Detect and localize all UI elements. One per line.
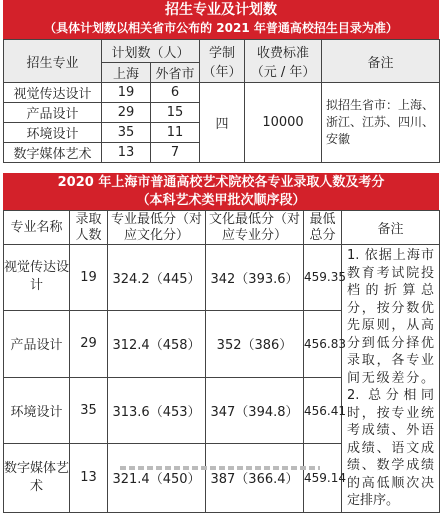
row-total: 459.14 <box>304 444 342 512</box>
header-pro-min: 专业最低分（对应文化分） <box>108 211 206 245</box>
header-major: 专业名称 <box>4 211 70 245</box>
row-count: 35 <box>70 377 108 444</box>
row-total: 456.83 <box>304 310 342 377</box>
row-shanghai: 13 <box>102 143 151 163</box>
row-other: 7 <box>151 143 200 163</box>
row-major: 环境设计 <box>4 377 70 444</box>
header-remark: 备注 <box>322 40 440 83</box>
header-duration: 学制（年） <box>200 40 245 83</box>
table-header-row <box>4 40 440 63</box>
enrollment-plan-header <box>3 0 439 39</box>
row-total: 456.41 <box>304 377 342 444</box>
header-fee: 收费标准（元 / 年） <box>245 40 322 83</box>
table-row <box>4 83 440 103</box>
row-cul: 342（393.6） <box>206 245 304 311</box>
header-remark: 备注 <box>342 211 440 245</box>
row-major: 环境设计 <box>4 123 102 143</box>
row-major: 产品设计 <box>4 103 102 123</box>
admission-remark: 1. 依据上海市教育考试院投档的折算总分，按分数优先原则，从高分到低分择优录取，各专业间无级差分。2. 总分相同时，按专业统考成绩、外语成绩、语文成绩、数学成绩的高低顺次决定排序。 <box>342 245 440 513</box>
header-major: 招生专业 <box>4 40 102 83</box>
enrollment-remark: 拟招生省市：上海、浙江、江苏、四川、安徽 <box>322 83 440 163</box>
row-other: 15 <box>151 103 200 123</box>
header-plan: 计划数（人） <box>102 40 200 63</box>
row-cul: 352（386） <box>206 310 304 377</box>
admission-scores-section <box>3 173 439 513</box>
table-header-row <box>4 211 440 245</box>
row-pro: 313.6（453） <box>108 377 206 444</box>
enrollment-plan-subtitle: （具体计划数以相关省市公布的 2021 年普通高校招生目录为准） <box>44 21 398 35</box>
admission-scores-header <box>3 173 439 210</box>
row-other: 11 <box>151 123 200 143</box>
row-pro: 321.4（450） <box>108 444 206 512</box>
row-count: 13 <box>70 444 108 512</box>
table-row <box>4 245 440 311</box>
row-major: 数字媒体艺术 <box>4 143 102 163</box>
row-total: 459.35 <box>304 245 342 311</box>
row-pro: 312.4（458） <box>108 310 206 377</box>
enrollment-plan-table <box>3 39 440 163</box>
admission-scores-title: 2020 年上海市普通高校艺术院校各专业录取人数及考分 <box>57 175 385 190</box>
fee-value: 10000 <box>245 83 322 163</box>
row-shanghai: 35 <box>102 123 151 143</box>
duration-value: 四 <box>200 83 245 163</box>
page-edge-divider <box>120 466 320 470</box>
enrollment-plan-title: 招生专业及计划数 <box>165 2 277 18</box>
row-count: 29 <box>70 310 108 377</box>
row-major: 产品设计 <box>4 310 70 377</box>
row-pro: 324.2（445） <box>108 245 206 311</box>
header-other: 外省市 <box>151 63 200 83</box>
admission-scores-subtitle: （本科艺术类甲批次顺序段） <box>136 193 306 208</box>
row-major: 数字媒体艺术 <box>4 444 70 512</box>
row-other: 6 <box>151 83 200 103</box>
header-cul-min: 文化最低分（对应专业分） <box>206 211 304 245</box>
row-count: 19 <box>70 245 108 311</box>
row-major: 视觉传达设计 <box>4 245 70 311</box>
header-total-min: 最低总分 <box>304 211 342 245</box>
row-cul: 347（394.8） <box>206 377 304 444</box>
header-count: 录取人数 <box>70 211 108 245</box>
row-major: 视觉传达设计 <box>4 83 102 103</box>
row-shanghai: 29 <box>102 103 151 123</box>
header-shanghai: 上海 <box>102 63 151 83</box>
enrollment-plan-section <box>3 0 439 163</box>
row-cul: 387（366.4） <box>206 444 304 512</box>
row-shanghai: 19 <box>102 83 151 103</box>
